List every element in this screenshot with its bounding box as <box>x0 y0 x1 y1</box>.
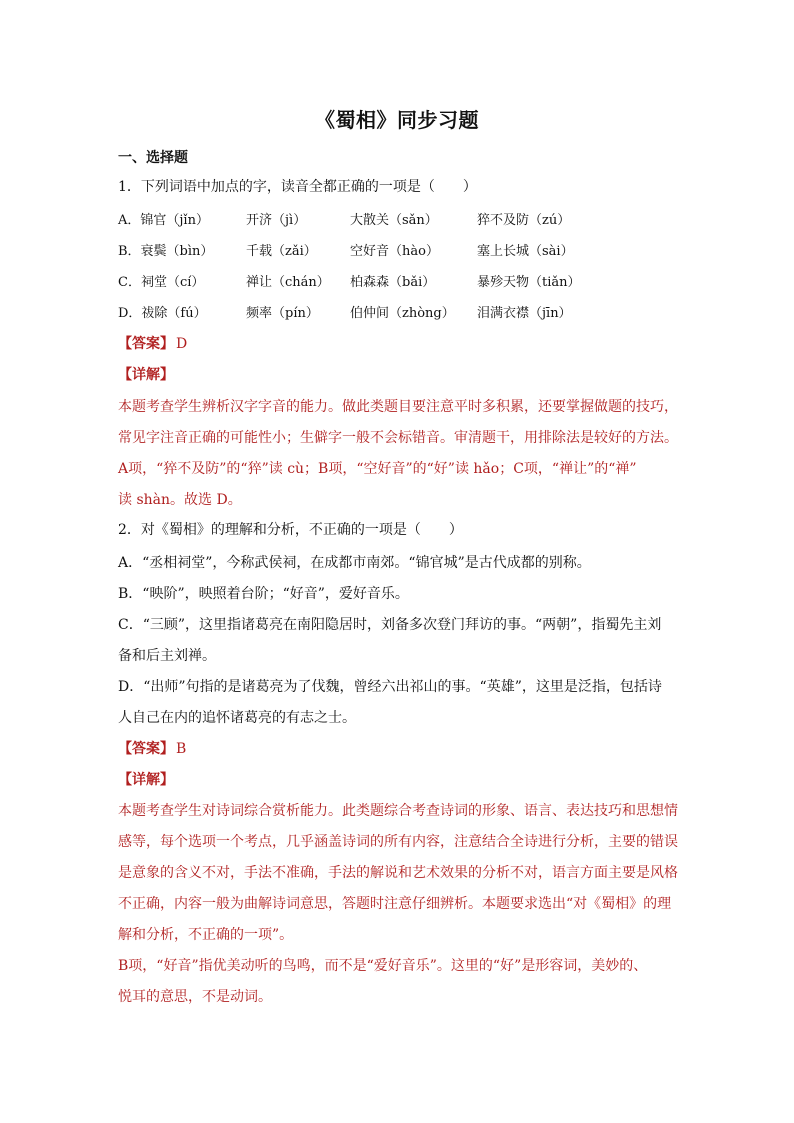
q1-option-row-b <box>118 240 718 260</box>
q2-answer-label: 【答案】 <box>118 741 174 757</box>
q1-option-a-1: A．锦官（jǐn） <box>118 213 209 228</box>
q2-detail-line-4: 不正确，内容一般为曲解诗词意思，答题时注意仔细辨析。本题要求选出“对《蜀相》的理 <box>118 896 672 912</box>
q2-detail-line-3: 是意象的含义不对，手法不准确，手法的解说和艺术效果的分析不对，语言方面主要是风格 <box>118 865 678 881</box>
q1-option-d-4: 泪满衣襟（jīn） <box>477 306 572 321</box>
q1-option-d-2: 频率（pín） <box>246 306 319 321</box>
q1-answer-value: D <box>176 336 188 352</box>
q2-stem: 2．对《蜀相》的理解和分析，不正确的一项是（ ） <box>118 522 463 538</box>
q2-option-b: B．“映阶”，映照着台阶；“好音”，爱好音乐。 <box>118 586 409 602</box>
q2-option-c-line-2: 备和后主刘禅。 <box>118 648 216 664</box>
q1-answer <box>118 333 187 353</box>
q1-option-a-3: 大散关（sǎn） <box>350 213 438 228</box>
page-title: 《蜀相》同步习题 <box>315 108 479 132</box>
q1-option-row-d <box>118 302 718 322</box>
q1-option-b-1: B．衰鬓（bìn） <box>118 244 214 259</box>
q1-detail-label: 【详解】 <box>118 367 174 383</box>
q1-explain-line-2: 读 shàn。故选 D。 <box>118 492 242 508</box>
q1-stem: 1．下列词语中加点的字，读音全都正确的一项是（ ） <box>118 179 477 195</box>
q2-option-d-line-1: D．“出师”句指的是诸葛亮为了伐魏，曾经六出祁山的事。“英雄”，这里是泛指，包括诗 <box>118 679 662 695</box>
q2-detail-line-2: 感等，每个选项一个考点，几乎涵盖诗词的所有内容，注意结合全诗进行分析，主要的错误 <box>118 834 678 850</box>
q1-answer-label: 【答案】 <box>118 336 174 352</box>
q1-option-c-1: C．祠堂（cí） <box>118 275 205 290</box>
q2-option-c-line-1: C．“三顾”，这里指诸葛亮在南阳隐居时，刘备多次登门拜访的事。“两朝”，指蜀先主刘 <box>118 617 662 633</box>
q1-option-a-2: 开济（jì） <box>246 213 307 228</box>
q1-option-a-4: 猝不及防（zú） <box>477 213 571 228</box>
q1-detail-line-2: 常见字注音正确的可能性小；生僻字一般不会标错音。审清题干，用排除法是较好的方法。 <box>118 430 678 446</box>
q1-explain-line-1: A项，“猝不及防”的“猝”读 cù；B项，“空好音”的“好”读 hǎo；C项，“禅让”的“禅” <box>118 461 637 477</box>
section-title: 一、选择题 <box>118 150 188 166</box>
q1-detail-line-1: 本题考查学生辨析汉字字音的能力。做此类题目要注意平时多积累，还要掌握做题的技巧， <box>118 399 678 415</box>
q2-explain-line-1: B项，“好音”指优美动听的鸟鸣，而不是“爱好音乐”。这里的“好”是形容词，美妙的、 <box>118 958 648 974</box>
q2-answer <box>118 738 186 758</box>
q2-detail-label: 【详解】 <box>118 772 174 788</box>
q1-option-b-3: 空好音（hào） <box>350 244 439 259</box>
q1-option-row-a <box>118 209 718 229</box>
q2-option-a: A．“丞相祠堂”，今称武侯祠，在成都市南郊。“锦官城”是古代成都的别称。 <box>118 555 591 571</box>
q2-detail-line-1: 本题考查学生对诗词综合赏析能力。此类题综合考查诗词的形象、语言、表达技巧和思想情 <box>118 803 678 819</box>
q1-option-d-1: D．祓除（fú） <box>118 306 207 321</box>
q1-option-c-4: 暴殄天物（tiǎn） <box>477 275 581 290</box>
q1-option-d-3: 伯仲间（zhòng） <box>350 306 455 321</box>
q2-explain-line-2: 悦耳的意思，不是动词。 <box>118 989 272 1005</box>
q1-option-row-c <box>118 271 718 291</box>
q2-option-d-line-2: 人自己在内的追怀诸葛亮的有志之士。 <box>118 710 356 726</box>
q2-detail-line-5: 解和分析，不正确的一项”。 <box>118 927 294 943</box>
q1-option-b-4: 塞上长城（sài） <box>477 244 574 259</box>
q1-option-c-3: 柏森森（bǎi） <box>350 275 436 290</box>
q1-option-c-2: 禅让（chán） <box>246 275 330 290</box>
q2-answer-value: B <box>176 741 187 757</box>
q1-option-b-2: 千载（zǎi） <box>246 244 317 259</box>
